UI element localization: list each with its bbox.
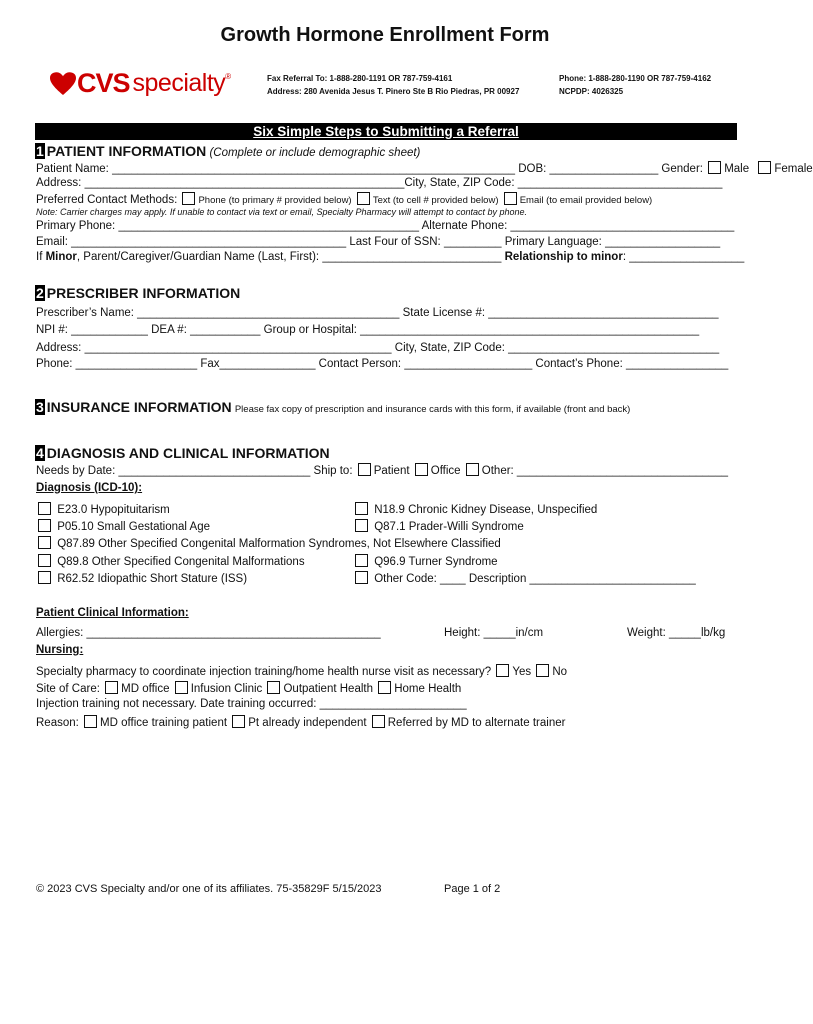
diagnosis-checkbox[interactable] <box>355 554 368 567</box>
header-right <box>559 72 711 98</box>
reason-label: Reason: <box>36 717 79 729</box>
allergies-field[interactable]: Allergies: ______________________________________________ <box>36 627 381 639</box>
nursing-yes-checkbox[interactable] <box>496 664 509 677</box>
section-title: INSURANCE INFORMATION <box>46 399 232 415</box>
pharmacy-address: Address: 280 Avenida Jesus T. Pinero Ste B Rio Piedras, PR 00927 <box>267 87 520 96</box>
diagnosis-heading: Diagnosis (ICD-10): <box>36 482 143 494</box>
section-number: 4 <box>36 445 44 461</box>
ship-other-checkbox[interactable] <box>466 463 479 476</box>
diagnosis-checkbox[interactable] <box>38 554 51 567</box>
registered-mark: ® <box>225 72 232 81</box>
nursing-heading: Nursing: <box>36 644 84 656</box>
nursing-question: Specialty pharmacy to coordinate injection training/home health nurse visit as necessary? <box>36 666 492 678</box>
email-field[interactable]: Email: ___________________________________________ Last Four of SSN: _________ Primary Language: __________________ <box>36 236 721 248</box>
patient-address-field[interactable]: Address: __________________________________________________City, State, ZIP Code: ________________________________ <box>36 177 723 189</box>
diagnosis-q96: Q96.9 Turner Syndrome <box>353 554 498 568</box>
diagnosis-checkbox[interactable] <box>355 571 368 584</box>
site-outpatient-checkbox[interactable] <box>267 681 280 694</box>
diagnosis-e23: E23.0 Hypopituitarism <box>36 502 170 516</box>
section-number: 2 <box>36 285 44 301</box>
diagnosis-q87-1: Q87.1 Prader-Willi Syndrome <box>353 519 524 533</box>
copyright: © 2023 CVS Specialty and/or one of its affiliates. 75-35829F 5/15/2023 <box>36 883 382 895</box>
site-md-office-checkbox[interactable] <box>105 681 118 694</box>
contact-text-label: Text (to cell # provided below) <box>372 195 499 206</box>
insurance-note: Please fax copy of prescription and insurance cards with this form, if available (front and back) <box>234 404 631 415</box>
reason-independent-checkbox[interactable] <box>232 715 245 728</box>
diagnosis-q87-89: Q87.89 Other Specified Congenital Malformation Syndromes, Not Elsewhere Classified <box>36 536 501 550</box>
female-label: Female <box>774 163 813 175</box>
section-1-header <box>35 143 420 159</box>
contact-email-label: Email (to email provided below) <box>519 195 653 206</box>
diagnosis-q89: Q89.8 Other Specified Congenital Malformations <box>36 554 305 568</box>
cvs-specialty-logo <box>50 68 231 99</box>
needs-by-row <box>36 463 728 477</box>
section-3-header <box>35 399 630 415</box>
diagnosis-p05: P05.10 Small Gestational Age <box>36 519 210 533</box>
contact-phone-label: Phone (to primary # provided below) <box>198 195 352 206</box>
no-label: No <box>552 666 568 678</box>
section-subtitle: (Complete or include demographic sheet) <box>209 147 421 159</box>
site-of-care-row: Site of Care: MD office Infusion Clinic Outpatient Health Home Health <box>36 683 462 695</box>
heart-icon <box>50 72 76 96</box>
site-of-care-label: Site of Care: <box>36 683 100 695</box>
diagnosis-checkbox[interactable] <box>355 502 368 515</box>
needs-by-date-field[interactable]: Needs by Date: ______________________________ Ship to: <box>36 465 353 477</box>
section-2-header <box>35 285 240 301</box>
gender-male-checkbox[interactable] <box>708 161 721 174</box>
carrier-note: Note: Carrier charges may apply. If unable to contact via text or email, Specialty Pharmacy will attempt to contact by phone. <box>36 207 528 217</box>
section-4-header <box>35 445 330 461</box>
ship-patient-label: Patient <box>373 465 410 477</box>
diagnosis-checkbox[interactable] <box>38 519 51 532</box>
preferred-contact-label: Preferred Contact Methods: <box>36 194 178 206</box>
patient-name-row <box>36 161 813 175</box>
steps-banner: Six Simple Steps to Submitting a Referral <box>35 123 737 140</box>
primary-phone-field[interactable]: Primary Phone: _______________________________________________ Alternate Phone: ___________________________________ <box>36 220 735 232</box>
contact-text-checkbox[interactable] <box>357 192 370 205</box>
diagnosis-n18: N18.9 Chronic Kidney Disease, Unspecified <box>353 502 597 516</box>
reason-md-office-checkbox[interactable] <box>84 715 97 728</box>
section-number: 1 <box>36 143 44 159</box>
pharmacy-phone: Phone: 1-888-280-1190 OR 787-759-4162 <box>559 74 712 83</box>
yes-label: Yes <box>512 666 532 678</box>
preferred-contact-row <box>36 192 652 206</box>
diagnosis-checkbox[interactable] <box>355 519 368 532</box>
gender-female-checkbox[interactable] <box>758 161 771 174</box>
clinical-info-heading: Patient Clinical Information: <box>36 607 189 619</box>
prescriber-name-field[interactable]: Prescriber’s Name: _________________________________________ State License #: ____________________________________ <box>36 307 719 319</box>
diagnosis-other[interactable]: Other Code: ____ Description __________________________ <box>353 571 696 585</box>
header-left <box>267 72 519 98</box>
prescriber-address-field[interactable]: Address: ________________________________________________ City, State, ZIP Code: _________________________________ <box>36 342 720 354</box>
ship-office-label: Office <box>430 465 461 477</box>
prescriber-phone-field[interactable]: Phone: ___________________ Fax_______________ Contact Person: ____________________ Contact’s Phone: ________________ <box>36 358 729 370</box>
fax-referral: Fax Referral To: 1-888-280-1191 OR 787-759-4161 <box>267 74 453 83</box>
ship-other-field[interactable]: Other: _________________________________ <box>481 465 728 477</box>
logo-word: specialty <box>132 69 226 97</box>
section-number: 3 <box>36 399 44 415</box>
section-title: PRESCRIBER INFORMATION <box>46 285 241 301</box>
nursing-no-checkbox[interactable] <box>536 664 549 677</box>
form-title: Growth Hormone Enrollment Form <box>220 24 550 46</box>
reason-referred-checkbox[interactable] <box>372 715 385 728</box>
diagnosis-r62: R62.52 Idiopathic Short Stature (ISS) <box>36 571 247 585</box>
npi-dea-field[interactable]: NPI #: ____________ DEA #: ___________ Group or Hospital: _____________________________________________________ <box>36 324 700 336</box>
site-infusion-clinic-checkbox[interactable] <box>175 681 188 694</box>
page-number: Page 1 of 2 <box>444 883 501 895</box>
nursing-question-row <box>36 664 567 678</box>
section-title: DIAGNOSIS AND CLINICAL INFORMATION <box>46 445 330 461</box>
guardian-row[interactable]: If Minor, Parent/Caregiver/Guardian Name (Last, First): ____________________________ Relationship to minor: __________________ <box>36 251 745 263</box>
diagnosis-checkbox[interactable] <box>38 536 51 549</box>
logo-mark: CVS <box>77 68 130 98</box>
reason-row: Reason: MD office training patient Pt already independent Referred by MD to alternate trainer <box>36 717 566 729</box>
site-home-health-checkbox[interactable] <box>378 681 391 694</box>
weight-field[interactable]: Weight: _____lb/kg <box>627 627 726 639</box>
ship-office-checkbox[interactable] <box>415 463 428 476</box>
contact-phone-checkbox[interactable] <box>182 192 195 205</box>
contact-email-checkbox[interactable] <box>504 192 517 205</box>
patient-name-field[interactable]: Patient Name: _______________________________________________________________ DOB: _________________ Gender: <box>36 163 703 175</box>
training-date-field[interactable]: Injection training not necessary. Date training occurred: _______________________ <box>36 698 467 710</box>
height-field[interactable]: Height: _____in/cm <box>444 627 544 639</box>
ship-patient-checkbox[interactable] <box>358 463 371 476</box>
diagnosis-checkbox[interactable] <box>38 571 51 584</box>
ncpdp: NCPDP: 4026325 <box>559 87 624 96</box>
section-title: PATIENT INFORMATION <box>46 143 207 159</box>
male-label: Male <box>724 163 750 175</box>
diagnosis-checkbox[interactable] <box>38 502 51 515</box>
